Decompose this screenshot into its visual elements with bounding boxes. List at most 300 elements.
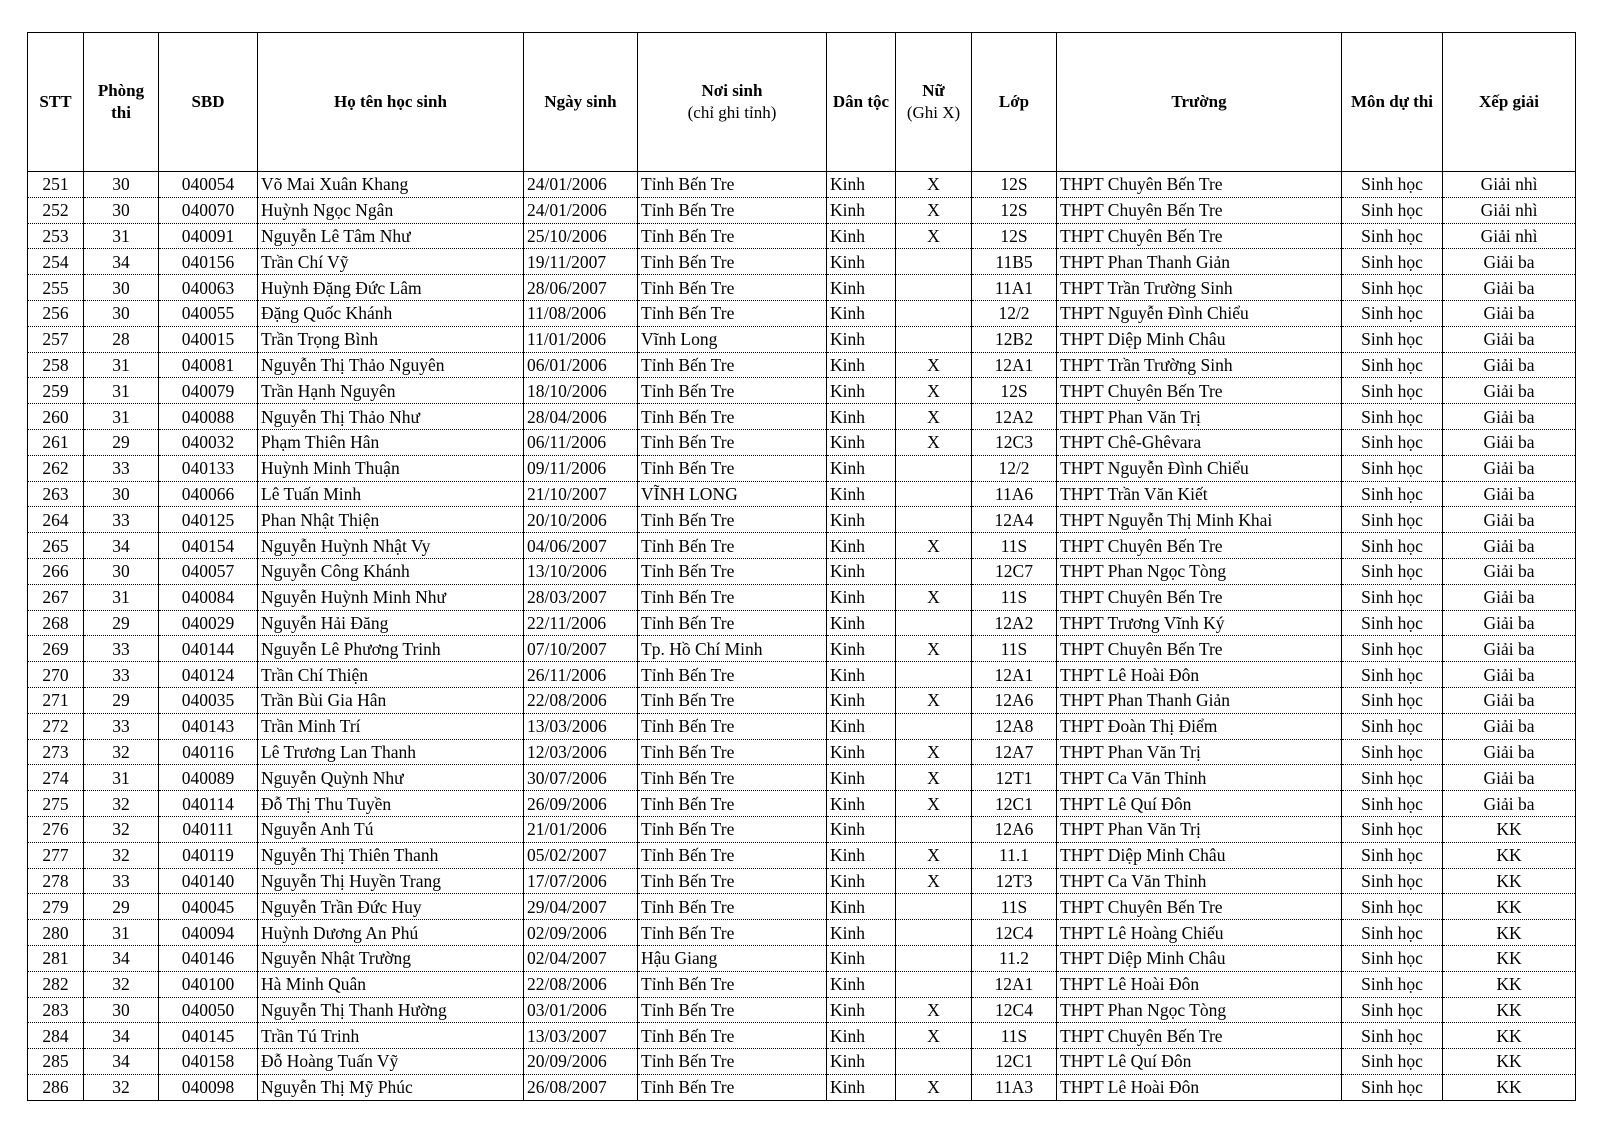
cell-truong: THPT Phan Văn Trị — [1057, 739, 1342, 765]
cell-sbd: 040066 — [159, 481, 258, 507]
header-noi-sinh — [638, 33, 827, 172]
cell-dan-toc: Kinh — [827, 971, 896, 997]
cell-noi-sinh: Tỉnh Bến Tre — [638, 713, 827, 739]
cell-ngay-sinh: 20/10/2006 — [524, 507, 638, 533]
table-row — [28, 249, 1576, 275]
cell-truong: THPT Chuyên Bến Tre — [1057, 636, 1342, 662]
cell-nu: X — [896, 868, 972, 894]
cell-lop: 11A1 — [972, 275, 1057, 301]
cell-phong-thi: 33 — [84, 636, 159, 662]
cell-sbd: 040029 — [159, 610, 258, 636]
cell-ngay-sinh: 11/08/2006 — [524, 300, 638, 326]
cell-mon-du-thi: Sinh học — [1342, 481, 1443, 507]
cell-ho-ten: Nguyễn Thị Thiên Thanh — [258, 842, 524, 868]
header-row — [28, 33, 1576, 172]
cell-phong-thi: 32 — [84, 739, 159, 765]
cell-truong: THPT Chuyên Bến Tre — [1057, 1023, 1342, 1049]
cell-lop: 11S — [972, 894, 1057, 920]
cell-mon-du-thi: Sinh học — [1342, 945, 1443, 971]
cell-truong: THPT Đoàn Thị Điểm — [1057, 713, 1342, 739]
cell-xep-giai: Giải ba — [1443, 300, 1576, 326]
cell-noi-sinh: Tỉnh Bến Tre — [638, 1049, 827, 1075]
cell-mon-du-thi: Sinh học — [1342, 816, 1443, 842]
cell-nu — [896, 662, 972, 688]
cell-noi-sinh: Tỉnh Bến Tre — [638, 197, 827, 223]
cell-truong: THPT Chuyên Bến Tre — [1057, 197, 1342, 223]
cell-mon-du-thi: Sinh học — [1342, 868, 1443, 894]
cell-xep-giai: Giải nhì — [1443, 197, 1576, 223]
cell-truong: THPT Chuyên Bến Tre — [1057, 533, 1342, 559]
cell-mon-du-thi: Sinh học — [1342, 610, 1443, 636]
cell-stt: 270 — [28, 662, 84, 688]
cell-ho-ten: Lê Trương Lan Thanh — [258, 739, 524, 765]
cell-truong: THPT Chê-Ghêvara — [1057, 429, 1342, 455]
cell-truong: THPT Lê Quí Đôn — [1057, 791, 1342, 817]
cell-sbd: 040089 — [159, 765, 258, 791]
table-row — [28, 894, 1576, 920]
cell-stt: 258 — [28, 352, 84, 378]
cell-stt: 264 — [28, 507, 84, 533]
cell-ho-ten: Đặng Quốc Khánh — [258, 300, 524, 326]
cell-truong: THPT Trương Vĩnh Ký — [1057, 610, 1342, 636]
cell-mon-du-thi: Sinh học — [1342, 455, 1443, 481]
cell-sbd: 040070 — [159, 197, 258, 223]
cell-phong-thi: 33 — [84, 507, 159, 533]
cell-mon-du-thi: Sinh học — [1342, 842, 1443, 868]
cell-truong: THPT Chuyên Bến Tre — [1057, 223, 1342, 249]
cell-noi-sinh: Tỉnh Bến Tre — [638, 223, 827, 249]
cell-lop: 12S — [972, 223, 1057, 249]
cell-dan-toc: Kinh — [827, 713, 896, 739]
cell-phong-thi: 31 — [84, 920, 159, 946]
cell-lop: 12A2 — [972, 404, 1057, 430]
cell-truong: THPT Nguyễn Thị Minh Khai — [1057, 507, 1342, 533]
table-row — [28, 739, 1576, 765]
cell-dan-toc: Kinh — [827, 842, 896, 868]
cell-nu: X — [896, 687, 972, 713]
cell-lop: 11S — [972, 533, 1057, 559]
cell-xep-giai: Giải ba — [1443, 584, 1576, 610]
cell-truong: THPT Lê Hoàng Chiếu — [1057, 920, 1342, 946]
cell-phong-thi: 32 — [84, 971, 159, 997]
cell-xep-giai: Giải ba — [1443, 739, 1576, 765]
table-row — [28, 791, 1576, 817]
cell-noi-sinh: Vĩnh Long — [638, 326, 827, 352]
cell-mon-du-thi: Sinh học — [1342, 920, 1443, 946]
cell-lop: 11.1 — [972, 842, 1057, 868]
cell-mon-du-thi: Sinh học — [1342, 558, 1443, 584]
cell-lop: 12/2 — [972, 300, 1057, 326]
cell-ho-ten: Trần Trọng Bình — [258, 326, 524, 352]
cell-sbd: 040125 — [159, 507, 258, 533]
cell-xep-giai: KK — [1443, 816, 1576, 842]
cell-stt: 279 — [28, 894, 84, 920]
cell-dan-toc: Kinh — [827, 894, 896, 920]
cell-noi-sinh: Tỉnh Bến Tre — [638, 1023, 827, 1049]
cell-ngay-sinh: 28/04/2006 — [524, 404, 638, 430]
cell-ho-ten: Nguyễn Quỳnh Như — [258, 765, 524, 791]
cell-mon-du-thi: Sinh học — [1342, 223, 1443, 249]
cell-xep-giai: Giải nhì — [1443, 223, 1576, 249]
cell-dan-toc: Kinh — [827, 739, 896, 765]
cell-xep-giai: Giải nhì — [1443, 172, 1576, 198]
cell-lop: 12B2 — [972, 326, 1057, 352]
cell-stt: 276 — [28, 816, 84, 842]
cell-truong: THPT Diệp Minh Châu — [1057, 945, 1342, 971]
cell-ho-ten: Trần Chí Vỹ — [258, 249, 524, 275]
cell-ho-ten: Nguyễn Thị Thảo Như — [258, 404, 524, 430]
cell-stt: 284 — [28, 1023, 84, 1049]
cell-ho-ten: Trần Chí Thiện — [258, 662, 524, 688]
cell-truong: THPT Chuyên Bến Tre — [1057, 894, 1342, 920]
header-noi-sinh-note: (chỉ ghi tỉnh) — [687, 103, 777, 122]
cell-ho-ten: Nguyễn Thị Huyền Trang — [258, 868, 524, 894]
cell-phong-thi: 29 — [84, 894, 159, 920]
cell-phong-thi: 29 — [84, 610, 159, 636]
cell-nu — [896, 713, 972, 739]
cell-xep-giai: Giải ba — [1443, 249, 1576, 275]
table-row — [28, 997, 1576, 1023]
cell-ngay-sinh: 06/11/2006 — [524, 429, 638, 455]
cell-lop: 12A8 — [972, 713, 1057, 739]
cell-lop: 12C4 — [972, 997, 1057, 1023]
cell-mon-du-thi: Sinh học — [1342, 971, 1443, 997]
cell-ngay-sinh: 26/08/2007 — [524, 1074, 638, 1100]
cell-sbd: 040114 — [159, 791, 258, 817]
cell-xep-giai: Giải ba — [1443, 713, 1576, 739]
cell-dan-toc: Kinh — [827, 687, 896, 713]
cell-sbd: 040015 — [159, 326, 258, 352]
cell-dan-toc: Kinh — [827, 662, 896, 688]
cell-dan-toc: Kinh — [827, 352, 896, 378]
cell-nu — [896, 507, 972, 533]
cell-lop: 12S — [972, 378, 1057, 404]
table-row — [28, 842, 1576, 868]
cell-stt: 252 — [28, 197, 84, 223]
cell-lop: 12C1 — [972, 1049, 1057, 1075]
cell-sbd: 040054 — [159, 172, 258, 198]
table-row — [28, 713, 1576, 739]
cell-truong: THPT Ca Văn Thỉnh — [1057, 765, 1342, 791]
cell-noi-sinh: Tỉnh Bến Tre — [638, 816, 827, 842]
cell-ho-ten: Lê Tuấn Minh — [258, 481, 524, 507]
cell-nu — [896, 481, 972, 507]
cell-truong: THPT Nguyễn Đình Chiểu — [1057, 300, 1342, 326]
cell-nu — [896, 971, 972, 997]
cell-stt: 280 — [28, 920, 84, 946]
header-phong-thi: Phòng thi — [84, 33, 159, 172]
cell-ho-ten: Nguyễn Huỳnh Nhật Vy — [258, 533, 524, 559]
cell-ho-ten: Nguyễn Nhật Trường — [258, 945, 524, 971]
cell-mon-du-thi: Sinh học — [1342, 352, 1443, 378]
cell-dan-toc: Kinh — [827, 558, 896, 584]
cell-lop: 12T1 — [972, 765, 1057, 791]
cell-dan-toc: Kinh — [827, 326, 896, 352]
cell-stt: 269 — [28, 636, 84, 662]
cell-phong-thi: 28 — [84, 326, 159, 352]
cell-mon-du-thi: Sinh học — [1342, 584, 1443, 610]
cell-stt: 272 — [28, 713, 84, 739]
cell-stt: 271 — [28, 687, 84, 713]
cell-ho-ten: Huỳnh Minh Thuận — [258, 455, 524, 481]
cell-ngay-sinh: 20/09/2006 — [524, 1049, 638, 1075]
cell-stt: 267 — [28, 584, 84, 610]
cell-mon-du-thi: Sinh học — [1342, 326, 1443, 352]
cell-phong-thi: 33 — [84, 713, 159, 739]
header-xep-giai: Xếp giải — [1443, 33, 1576, 172]
table-row — [28, 1023, 1576, 1049]
cell-phong-thi: 30 — [84, 300, 159, 326]
cell-phong-thi: 29 — [84, 687, 159, 713]
cell-sbd: 040146 — [159, 945, 258, 971]
cell-nu: X — [896, 404, 972, 430]
cell-lop: 11S — [972, 636, 1057, 662]
cell-nu — [896, 300, 972, 326]
cell-mon-du-thi: Sinh học — [1342, 713, 1443, 739]
cell-noi-sinh: Tỉnh Bến Tre — [638, 249, 827, 275]
cell-nu: X — [896, 352, 972, 378]
cell-mon-du-thi: Sinh học — [1342, 739, 1443, 765]
cell-stt: 268 — [28, 610, 84, 636]
cell-mon-du-thi: Sinh học — [1342, 429, 1443, 455]
cell-noi-sinh: Tỉnh Bến Tre — [638, 842, 827, 868]
cell-truong: THPT Chuyên Bến Tre — [1057, 172, 1342, 198]
cell-nu: X — [896, 584, 972, 610]
cell-stt: 263 — [28, 481, 84, 507]
cell-xep-giai: Giải ba — [1443, 687, 1576, 713]
cell-stt: 274 — [28, 765, 84, 791]
cell-stt: 254 — [28, 249, 84, 275]
cell-ngay-sinh: 28/03/2007 — [524, 584, 638, 610]
cell-dan-toc: Kinh — [827, 275, 896, 301]
cell-mon-du-thi: Sinh học — [1342, 378, 1443, 404]
cell-truong: THPT Trần Văn Kiết — [1057, 481, 1342, 507]
cell-dan-toc: Kinh — [827, 507, 896, 533]
cell-phong-thi: 34 — [84, 1023, 159, 1049]
cell-noi-sinh: Tỉnh Bến Tre — [638, 765, 827, 791]
cell-dan-toc: Kinh — [827, 378, 896, 404]
cell-lop: 11A3 — [972, 1074, 1057, 1100]
cell-ngay-sinh: 03/01/2006 — [524, 997, 638, 1023]
cell-truong: THPT Phan Ngọc Tòng — [1057, 558, 1342, 584]
cell-xep-giai: KK — [1443, 1023, 1576, 1049]
cell-xep-giai: Giải ba — [1443, 636, 1576, 662]
cell-dan-toc: Kinh — [827, 765, 896, 791]
cell-truong: THPT Chuyên Bến Tre — [1057, 584, 1342, 610]
cell-noi-sinh: Tỉnh Bến Tre — [638, 507, 827, 533]
cell-mon-du-thi: Sinh học — [1342, 275, 1443, 301]
cell-ngay-sinh: 22/08/2006 — [524, 687, 638, 713]
cell-nu — [896, 920, 972, 946]
cell-lop: 12C3 — [972, 429, 1057, 455]
cell-stt: 277 — [28, 842, 84, 868]
cell-xep-giai: Giải ba — [1443, 765, 1576, 791]
cell-xep-giai: KK — [1443, 1049, 1576, 1075]
cell-phong-thi: 30 — [84, 997, 159, 1023]
cell-xep-giai: Giải ba — [1443, 429, 1576, 455]
cell-sbd: 040119 — [159, 842, 258, 868]
cell-truong: THPT Ca Văn Thỉnh — [1057, 868, 1342, 894]
cell-dan-toc: Kinh — [827, 404, 896, 430]
cell-truong: THPT Nguyễn Đình Chiểu — [1057, 455, 1342, 481]
cell-ngay-sinh: 28/06/2007 — [524, 275, 638, 301]
cell-ho-ten: Nguyễn Lê Phương Trinh — [258, 636, 524, 662]
cell-truong: THPT Phan Thanh Giản — [1057, 687, 1342, 713]
cell-xep-giai: Giải ba — [1443, 507, 1576, 533]
cell-phong-thi: 31 — [84, 378, 159, 404]
table-row — [28, 197, 1576, 223]
cell-ngay-sinh: 25/10/2006 — [524, 223, 638, 249]
table-row — [28, 610, 1576, 636]
cell-truong: THPT Lê Hoài Đôn — [1057, 971, 1342, 997]
cell-lop: 12A1 — [972, 352, 1057, 378]
cell-sbd: 040035 — [159, 687, 258, 713]
cell-ho-ten: Huỳnh Ngọc Ngân — [258, 197, 524, 223]
cell-phong-thi: 33 — [84, 868, 159, 894]
cell-noi-sinh: Tỉnh Bến Tre — [638, 791, 827, 817]
cell-mon-du-thi: Sinh học — [1342, 662, 1443, 688]
cell-noi-sinh: Tỉnh Bến Tre — [638, 300, 827, 326]
cell-ho-ten: Đỗ Thị Thu Tuyền — [258, 791, 524, 817]
cell-dan-toc: Kinh — [827, 249, 896, 275]
header-ngay-sinh: Ngày sinh — [524, 33, 638, 172]
cell-dan-toc: Kinh — [827, 584, 896, 610]
cell-dan-toc: Kinh — [827, 481, 896, 507]
cell-sbd: 040084 — [159, 584, 258, 610]
cell-ngay-sinh: 09/11/2006 — [524, 455, 638, 481]
cell-truong: THPT Lê Hoài Đôn — [1057, 1074, 1342, 1100]
cell-lop: 12T3 — [972, 868, 1057, 894]
cell-xep-giai: Giải ba — [1443, 404, 1576, 430]
table-row — [28, 687, 1576, 713]
cell-phong-thi: 30 — [84, 172, 159, 198]
cell-sbd: 040156 — [159, 249, 258, 275]
cell-nu: X — [896, 636, 972, 662]
cell-mon-du-thi: Sinh học — [1342, 249, 1443, 275]
cell-stt: 255 — [28, 275, 84, 301]
cell-xep-giai: Giải ba — [1443, 791, 1576, 817]
table-row — [28, 971, 1576, 997]
table-header — [28, 33, 1576, 172]
cell-lop: 11S — [972, 584, 1057, 610]
cell-sbd: 040140 — [159, 868, 258, 894]
cell-sbd: 040111 — [159, 816, 258, 842]
cell-dan-toc: Kinh — [827, 429, 896, 455]
cell-ho-ten: Nguyễn Thị Mỹ Phúc — [258, 1074, 524, 1100]
table-row — [28, 816, 1576, 842]
cell-ngay-sinh: 06/01/2006 — [524, 352, 638, 378]
cell-truong: THPT Chuyên Bến Tre — [1057, 378, 1342, 404]
cell-dan-toc: Kinh — [827, 197, 896, 223]
cell-mon-du-thi: Sinh học — [1342, 636, 1443, 662]
cell-dan-toc: Kinh — [827, 300, 896, 326]
header-lop: Lớp — [972, 33, 1057, 172]
cell-sbd: 040094 — [159, 920, 258, 946]
cell-phong-thi: 29 — [84, 429, 159, 455]
table-row — [28, 765, 1576, 791]
cell-mon-du-thi: Sinh học — [1342, 997, 1443, 1023]
cell-ho-ten: Nguyễn Huỳnh Minh Như — [258, 584, 524, 610]
cell-stt: 283 — [28, 997, 84, 1023]
cell-nu: X — [896, 378, 972, 404]
cell-phong-thi: 32 — [84, 842, 159, 868]
cell-noi-sinh: Tỉnh Bến Tre — [638, 662, 827, 688]
cell-nu: X — [896, 1023, 972, 1049]
cell-dan-toc: Kinh — [827, 636, 896, 662]
cell-sbd: 040158 — [159, 1049, 258, 1075]
table-body — [28, 172, 1576, 1101]
cell-xep-giai: Giải ba — [1443, 326, 1576, 352]
cell-stt: 273 — [28, 739, 84, 765]
cell-xep-giai: KK — [1443, 1074, 1576, 1100]
cell-phong-thi: 31 — [84, 352, 159, 378]
cell-noi-sinh: Tỉnh Bến Tre — [638, 275, 827, 301]
cell-noi-sinh: Tỉnh Bến Tre — [638, 558, 827, 584]
cell-noi-sinh: Tỉnh Bến Tre — [638, 404, 827, 430]
cell-sbd: 040143 — [159, 713, 258, 739]
cell-sbd: 040079 — [159, 378, 258, 404]
cell-dan-toc: Kinh — [827, 945, 896, 971]
cell-ngay-sinh: 18/10/2006 — [524, 378, 638, 404]
cell-stt: 281 — [28, 945, 84, 971]
cell-nu — [896, 326, 972, 352]
cell-dan-toc: Kinh — [827, 791, 896, 817]
cell-dan-toc: Kinh — [827, 997, 896, 1023]
cell-xep-giai: Giải ba — [1443, 352, 1576, 378]
cell-phong-thi: 31 — [84, 584, 159, 610]
cell-sbd: 040045 — [159, 894, 258, 920]
table-row — [28, 223, 1576, 249]
cell-nu: X — [896, 223, 972, 249]
table-row — [28, 584, 1576, 610]
table-row — [28, 300, 1576, 326]
cell-ngay-sinh: 11/01/2006 — [524, 326, 638, 352]
table-row — [28, 533, 1576, 559]
cell-phong-thi: 32 — [84, 1074, 159, 1100]
cell-stt: 260 — [28, 404, 84, 430]
cell-ho-ten: Đỗ Hoàng Tuấn Vỹ — [258, 1049, 524, 1075]
cell-lop: 11B5 — [972, 249, 1057, 275]
cell-phong-thi: 32 — [84, 816, 159, 842]
cell-noi-sinh: Tỉnh Bến Tre — [638, 971, 827, 997]
cell-nu — [896, 894, 972, 920]
cell-stt: 261 — [28, 429, 84, 455]
cell-phong-thi: 33 — [84, 455, 159, 481]
cell-phong-thi: 30 — [84, 481, 159, 507]
cell-stt: 285 — [28, 1049, 84, 1075]
cell-mon-du-thi: Sinh học — [1342, 533, 1443, 559]
cell-dan-toc: Kinh — [827, 816, 896, 842]
cell-ho-ten: Huỳnh Đặng Đức Lâm — [258, 275, 524, 301]
cell-sbd: 040133 — [159, 455, 258, 481]
cell-xep-giai: Giải ba — [1443, 533, 1576, 559]
cell-xep-giai: Giải ba — [1443, 481, 1576, 507]
cell-ho-ten: Nguyễn Thị Thảo Nguyên — [258, 352, 524, 378]
cell-lop: 12A7 — [972, 739, 1057, 765]
cell-ngay-sinh: 26/11/2006 — [524, 662, 638, 688]
cell-truong: THPT Phan Thanh Giản — [1057, 249, 1342, 275]
cell-sbd: 040055 — [159, 300, 258, 326]
cell-lop: 12A1 — [972, 662, 1057, 688]
cell-noi-sinh: Tỉnh Bến Tre — [638, 455, 827, 481]
header-dan-toc: Dân tộc — [827, 33, 896, 172]
cell-ngay-sinh: 17/07/2006 — [524, 868, 638, 894]
cell-phong-thi: 31 — [84, 223, 159, 249]
cell-stt: 275 — [28, 791, 84, 817]
cell-mon-du-thi: Sinh học — [1342, 404, 1443, 430]
cell-phong-thi: 31 — [84, 765, 159, 791]
cell-ngay-sinh: 30/07/2006 — [524, 765, 638, 791]
